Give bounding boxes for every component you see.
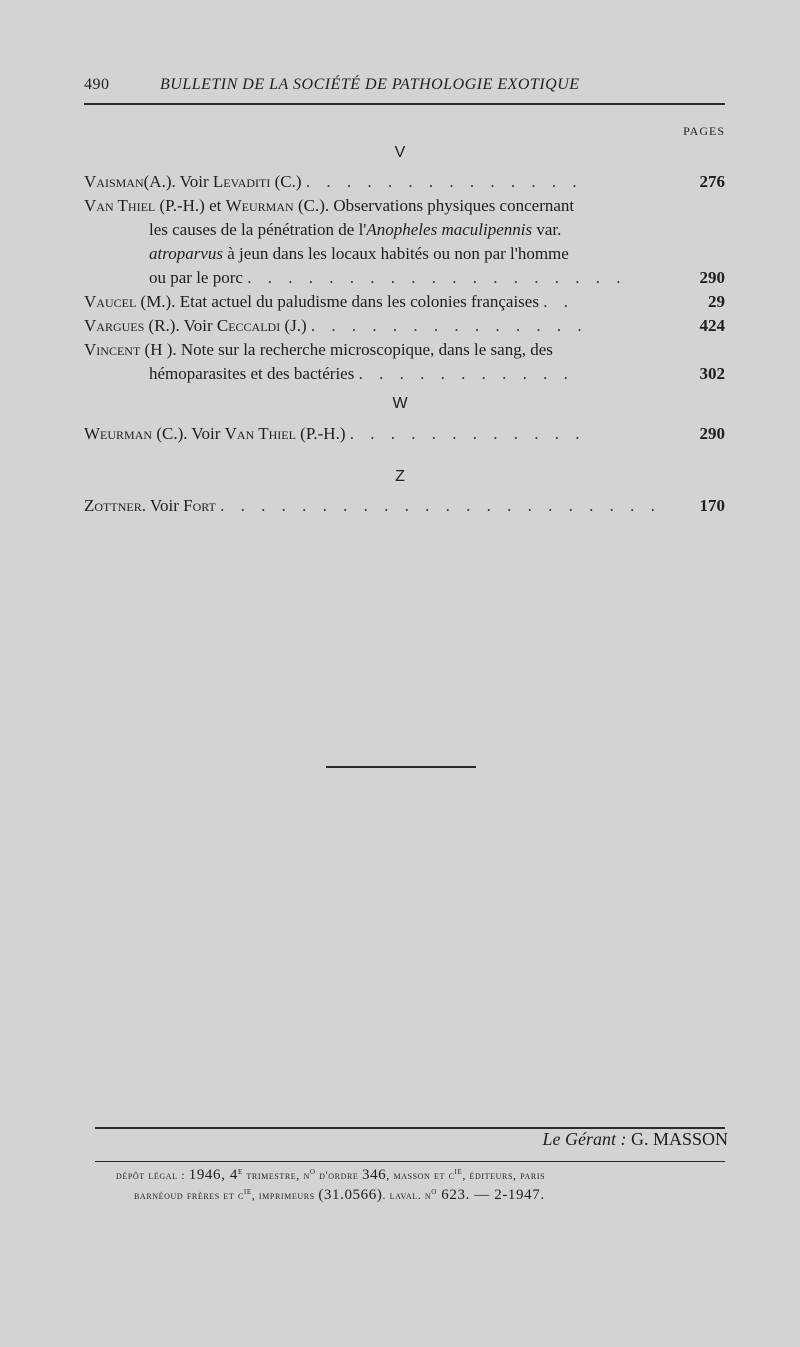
pages-column-label: PAGES — [683, 124, 725, 138]
gerant-name: G. MASSON — [630, 1129, 728, 1149]
index-entry-vaisman: Vaisman(A.). Voir Levaditi (C.) . . . . . . . . . . . . . . 276 — [84, 170, 725, 194]
index-entry-weurman: Weurman (C.). Voir Van Thiel (P.-H.) . . . . . . . . . . . . 290 — [84, 422, 725, 446]
cross-reference: Fort — [183, 496, 216, 515]
index-entry-vincent: Vincent (H ). Note sur la recherche microscopique, dans le sang, des hémoparasites et des bactéries . . . . . . . . . . . 302 — [84, 338, 725, 386]
page-ref: 302 — [699, 364, 725, 383]
page-number: 490 — [84, 76, 110, 93]
index-entry-zottner: Zottner. Voir Fort . . . . . . . . . . . . . . . . . . . . . . 170 — [84, 494, 725, 518]
cross-reference: Levaditi — [212, 172, 271, 191]
section-letter-z: Z — [395, 468, 405, 485]
page-ref: 424 — [699, 316, 725, 335]
author-name: Vincent — [84, 340, 141, 359]
index-entry-vaucel: Vaucel (M.). Etat actuel du paludisme dans les colonies françaises . . 29 — [84, 290, 725, 314]
author-name: Weurman — [84, 424, 153, 443]
footer-rule-lower — [95, 1161, 725, 1162]
gerant-line — [542, 1129, 728, 1150]
page-ref: 276 — [699, 172, 725, 191]
species-name: Anopheles maculipennis — [366, 220, 533, 239]
index-entry-van-thiel: Van Thiel (P.-H.) et Weurman (C.). Observations physiques concernant les causes de la pénétration de l'Anopheles maculipennis var. atroparvus à jeun dans les locaux habités ou non par l'homme ou par le porc . . . . . . . . . . . . . . . . . . . 290 — [84, 194, 725, 290]
author-name: Vaisman — [84, 172, 144, 191]
imprint-line-1: dépôt légal : 1946, 4e trimestre, $n^o$ d'ordre 346, masson et $c^{ie}$, éditeurs, paris — [116, 1166, 546, 1183]
cross-reference: Ceccaldi — [216, 316, 281, 335]
section-letter-v: V — [394, 144, 406, 161]
index-entry-vargues: Vargues (R.). Voir Ceccaldi (J.) . . . . . . . . . . . . . . 424 — [84, 314, 725, 338]
author-name: Vargues — [84, 316, 145, 335]
page-ref: 170 — [699, 496, 725, 515]
author-name: Zottner — [84, 496, 142, 515]
journal-title: BULLETIN DE LA SOCIÉTÉ DE PATHOLOGIE EXOTIQUE — [160, 76, 580, 93]
section-end-rule — [326, 766, 476, 768]
page-ref: 29 — [708, 292, 725, 311]
header-rule — [84, 103, 725, 105]
page-ref: 290 — [699, 424, 725, 443]
variety-name: atroparvus — [149, 244, 223, 263]
section-letter-w: W — [392, 395, 408, 412]
imprint-line-2: barnéoud frères et $c^{ie}$, imprimeurs (31.0566). laval. $n^o$ 623. — 2-1947. — [134, 1186, 545, 1203]
gerant-label: Le Gérant : — [542, 1129, 627, 1149]
author-name: Vaucel — [84, 292, 137, 311]
page-ref: 290 — [699, 268, 725, 287]
cross-reference: Van Thiel — [224, 424, 296, 443]
cross-reference: Weurman — [225, 196, 294, 215]
author-name: Van Thiel — [84, 196, 156, 215]
